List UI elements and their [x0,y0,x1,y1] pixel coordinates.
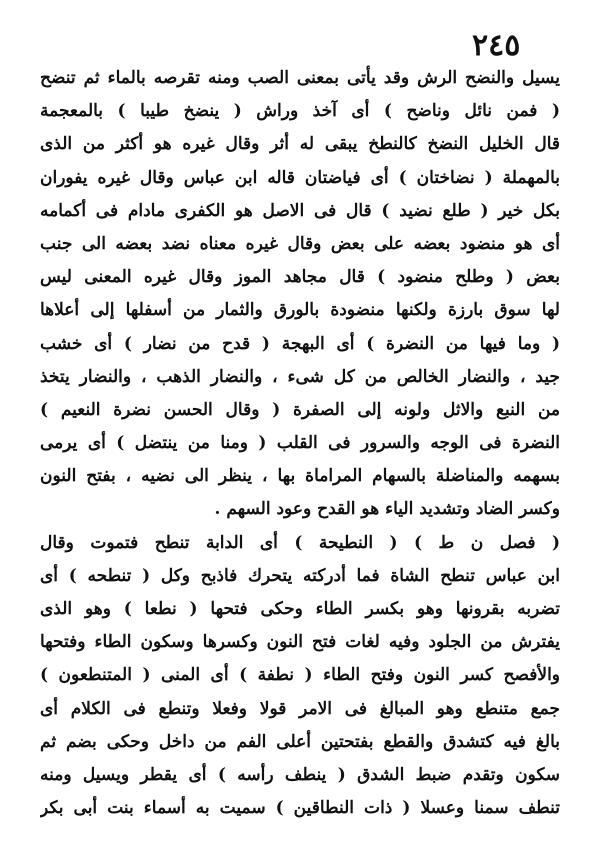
text-line: لها سوق بارزة ولكنها منضودة بالورق والثمار من أسفلها إلى أعلاها [40,300,560,321]
text-line: ( فمن نائل وناضح ) أى آخذ وراش ( ينضخ طيبا ) بالمعجمة [40,101,560,122]
text-line: بسهمه والمناضلة بالسهام المراماة بها ، ينظر الى نضيه ، بفتح النون [40,466,560,487]
text-line: ابن عباس تنطح الشاة فما أدركته يتحرك فاذبح وكل ( تنطحه ) أى [40,565,560,586]
page-number: ٢٤٥ [472,28,521,63]
text-line: النضرة فى الوجه والسرور فى القلب ( ومنا من ينتضل ) أى يرمى [40,433,560,454]
text-line: بالغ فيه كتشدق والقطع بفتحتين أعلى الفم من داخل وحكى بضم ثم [40,731,560,752]
section-heading-line: ( فصل ن ط ) ( النطيحة ) أى الدابة تنطح فتموت وقال [40,532,560,553]
text-line: يفترش من الجلود وفيه لغات فتح النون وكسرها وسكون الطاء وفتحها [40,632,560,653]
text-line: بالمهملة ( نضاختان ) أى فياضتان قاله ابن عباس وقال غيره يفوران [40,167,560,188]
text-line: قال الخليل النضخ كالنطخ يبقى له أثر وقال غيره هو أكثر من الذى [40,134,560,155]
paragraph-end-line: وكسر الضاد وتشديد الياء هو القدح وعود السهم . [214,499,560,520]
text-line: تضربه بقرونها وهو بكسر الطاء وحكى فتحها ( نطعا ) وهو الذى [40,599,560,619]
text-line: جمع متنطع وهو المبالغ فى الامر قولا وفعلا وتنطع فى الكلام أى [40,698,560,719]
text-line: جيد ، والنضار الخالص من كل شىء ، والنضار الذهب ، والنضار يتخذ [40,366,560,387]
text-line: من النبع والاثل ولونه إلى الصفرة ( وقال الحسن نضرة النعيم ) [40,399,560,420]
text-line: يسيل والنضح الرش وقد يأتى بمعنى الصب ومنه تقرصه بالماء ثم تنضح [40,68,560,88]
text-line: ( وما فيها من النضرة ) أى البهجة ( قدح من نضار ) أى خشب [40,333,560,354]
body-text [40,62,560,825]
text-line: بكل خير ( طلع نضيد ) قال فى الاصل هو الكفرى مادام فى أكمامه [40,200,560,221]
text-line: والأفصح كسر النون وفتح الطاء ( نطفة ) أى المنى ( المتنطعون ) [40,665,560,686]
text-line: أى هو منضود بعضه على بعض وقال غيره معناه نضد بعضه الى جنب [40,233,560,254]
text-line: بعض ( وطلح منضود ) قال مجاهد الموز وقال غيره المعنى ليس [40,267,560,288]
text-line: تنطف سمنا وعسلا ( ذات النطاقين ) سميت به أسماء بنت أبى بكر [40,798,560,819]
text-line: سكون وتقدم ضبط الشدق ( ينطف رأسه ) أى يقطر ويسيل ومنه [40,764,560,785]
